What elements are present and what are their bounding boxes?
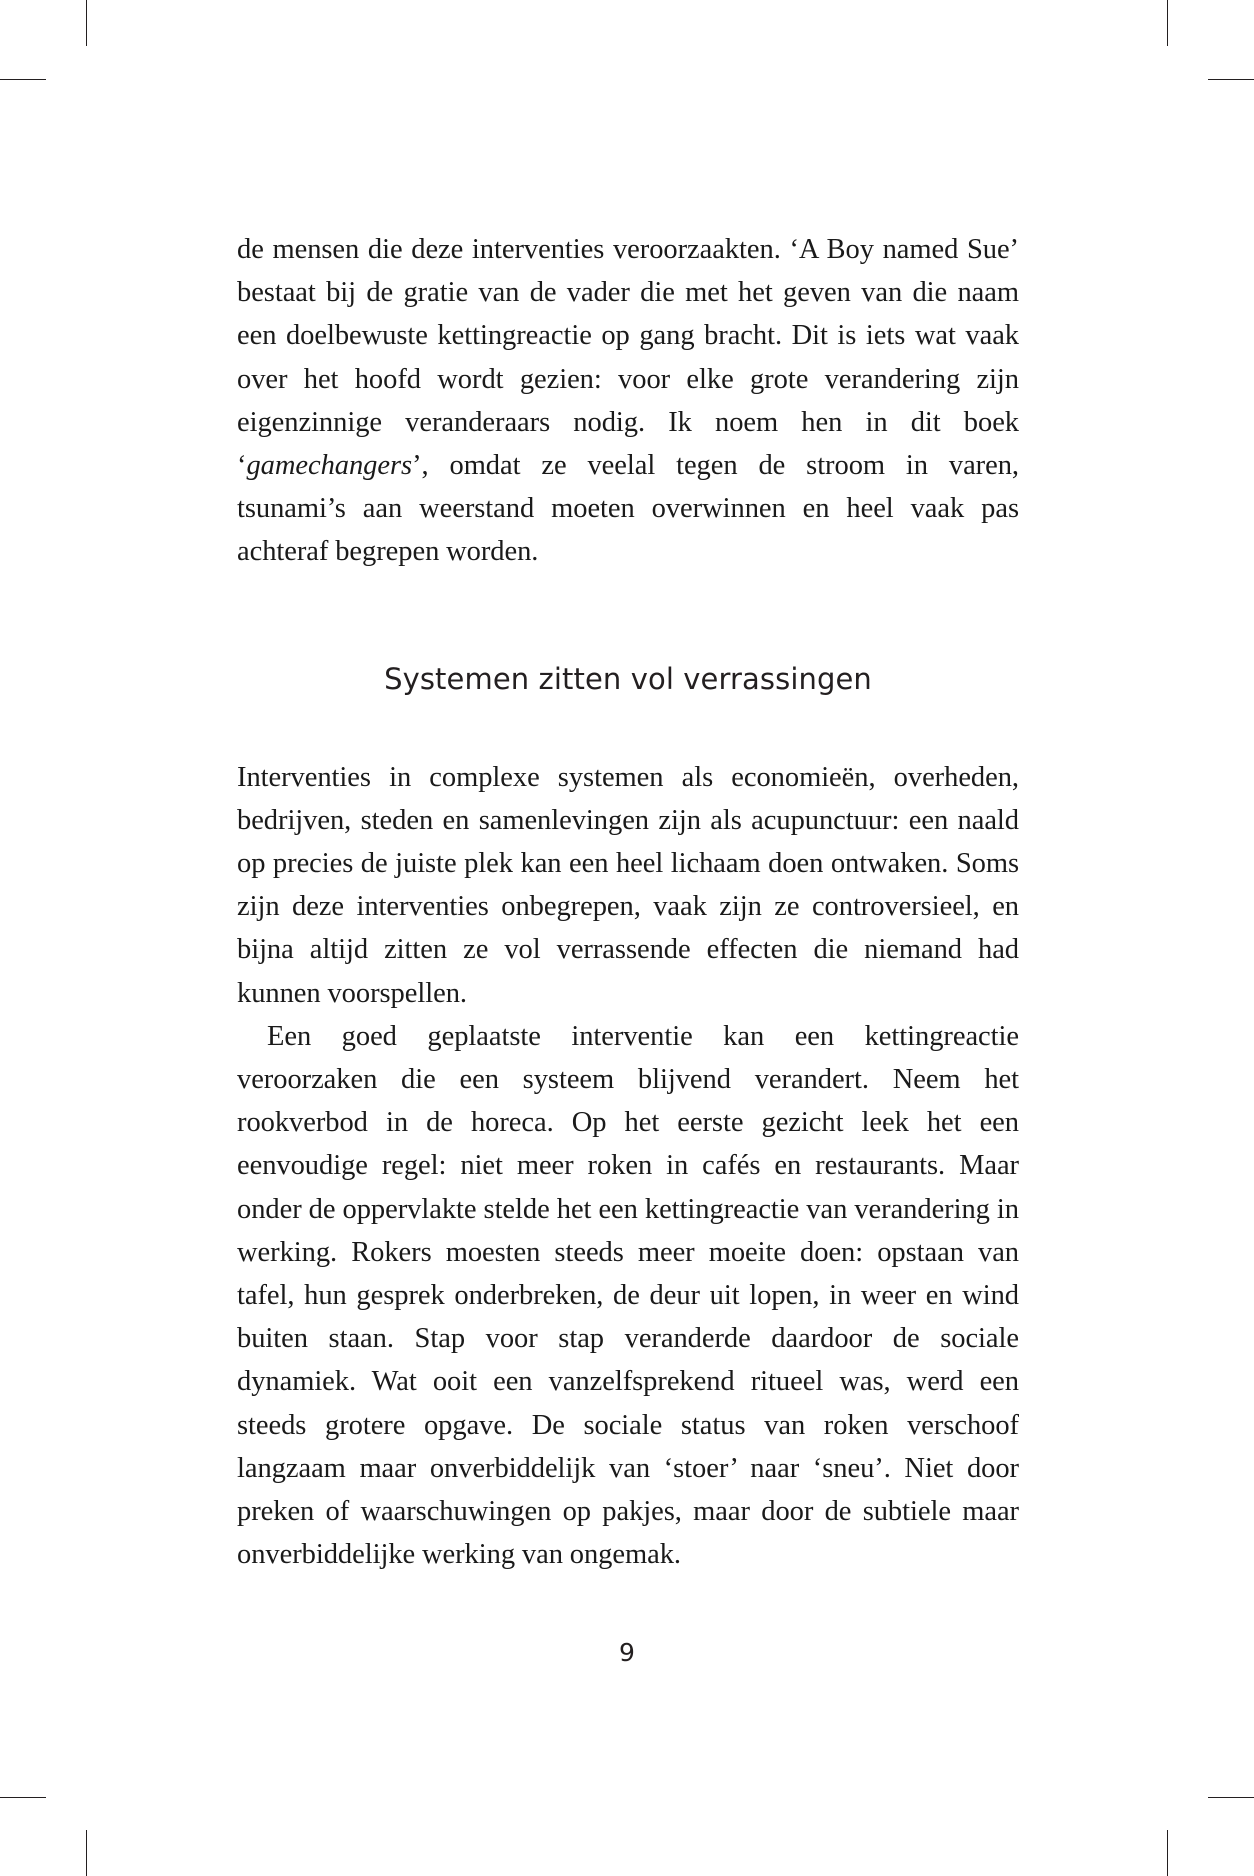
- crop-mark-bottom-left-vertical: [86, 1830, 87, 1876]
- paragraph-continuation: de mensen die deze interventies veroorzaakten. ‘A Boy named Sue’ bestaat bij de gratie van de vader die met het geven van die naam een doelbewuste kettingreactie op gang bracht. Dit is iets wat vaak over het hoofd wordt gezien: voor elke grote verandering zijn eigenzinnige veranderaars nodig. Ik noem hen in dit boek ‘gamechangers’, omdat ze veelal tegen de stroom in varen, tsunami’s aan weerstand moeten overwinnen en heel vaak pas achteraf begrepen worden.: [237, 234, 1019, 568]
- page-number: 9: [619, 1638, 635, 1667]
- spacer-before-heading: [237, 574, 1019, 662]
- paragraph-systems-acupuncture: Interventies in complexe systemen als economieën, overheden, bedrijven, steden en samenlevingen zijn als acupunctuur: een naald op precies de juiste plek kan een heel lichaam doen ontwaken. Soms zijn deze interventies onbegrepen, vaak zijn ze controversieel, en bijna altijd zitten ze vol verrassende effecten die niemand had kunnen voorspellen.: [237, 761, 1019, 1009]
- crop-mark-top-left-vertical: [86, 0, 87, 46]
- section-heading: Systemen zitten vol verrassingen: [384, 661, 872, 696]
- page-text-block: [237, 228, 1019, 1576]
- crop-mark-top-right-vertical: [1167, 0, 1168, 46]
- crop-mark-bottom-left-horizontal: [0, 1797, 46, 1798]
- crop-mark-top-left-horizontal: [0, 79, 46, 80]
- crop-mark-bottom-right-horizontal: [1208, 1797, 1254, 1798]
- crop-mark-bottom-right-vertical: [1167, 1830, 1168, 1876]
- spacer-after-heading: [237, 696, 1019, 756]
- paragraph-smoking-ban: Een goed geplaatste interventie kan een kettingreactie veroorzaken die een systeem blijvend verandert. Neem het rookverbod in de horeca. Op het eerste gezicht leek het een eenvoudige regel: niet meer roken in cafés en restaurants. Maar onder de oppervlakte stelde het een kettingreactie van verandering in werking. Rokers moesten steeds meer moeite doen: opstaan van tafel, hun gesprek onderbreken, de deur uit lopen, in weer en wind buiten staan. Stap voor stap veranderde daardoor de sociale dynamiek. Wat ooit een vanzelfsprekend ritueel was, werd een steeds grotere opgave. De sociale status van roken verschoof langzaam maar onverbiddelijk van ‘stoer’ naar ‘sneu’. Niet door preken of waarschuwingen op pakjes, maar door de subtiele maar onverbiddelijke werking van ongemak.: [237, 1020, 1019, 1571]
- crop-mark-top-right-horizontal: [1208, 79, 1254, 80]
